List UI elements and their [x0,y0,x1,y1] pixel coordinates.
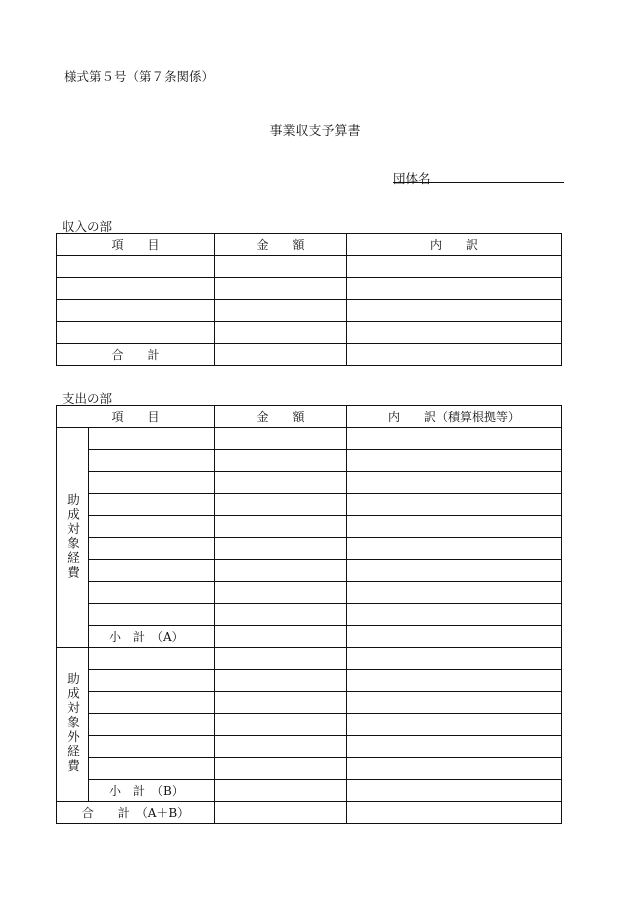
expense-row[interactable] [57,648,562,670]
income-total-row [57,344,562,366]
income-amount-cell[interactable] [215,256,347,278]
expense-row[interactable] [57,450,562,472]
expense-breakdown-cell[interactable] [347,450,562,472]
expense-breakdown-cell[interactable] [347,648,562,670]
expense-row[interactable] [57,428,562,450]
income-row[interactable] [57,256,562,278]
expense-amount-cell[interactable] [215,450,347,472]
expense-breakdown-cell[interactable] [347,670,562,692]
income-amount-cell[interactable] [215,322,347,344]
expense-breakdown-cell[interactable] [347,560,562,582]
subtotal-b-label: 小 計 （B） [89,780,215,802]
subtotal-b-breakdown-cell[interactable] [347,780,562,802]
subtotal-a-label: 小 計 （A） [89,626,215,648]
expense-header-amount: 金 額 [215,406,347,428]
expense-amount-cell[interactable] [215,560,347,582]
subtotal-a-row [57,626,562,648]
expense-row[interactable] [57,582,562,604]
expense-row[interactable] [57,670,562,692]
expense-item-cell[interactable] [89,582,215,604]
income-item-cell[interactable] [57,256,215,278]
income-header-amount: 金 額 [215,234,347,256]
expense-table [56,405,562,824]
expense-amount-cell[interactable] [215,692,347,714]
expense-item-cell[interactable] [89,604,215,626]
grand-total-amount-cell[interactable] [215,802,347,824]
expense-item-cell[interactable] [89,648,215,670]
expense-breakdown-cell[interactable] [347,758,562,780]
expense-row[interactable] [57,516,562,538]
expense-item-cell[interactable] [89,494,215,516]
expense-row[interactable] [57,736,562,758]
income-amount-cell[interactable] [215,300,347,322]
ineligible-expense-group-label [57,648,89,802]
eligible-expense-group-label [57,428,89,648]
ineligible-expense-group-text: 助成対象外経費 [65,672,81,774]
expense-amount-cell[interactable] [215,758,347,780]
income-header-breakdown: 内 訳 [347,234,562,256]
expense-amount-cell[interactable] [215,648,347,670]
income-row[interactable] [57,322,562,344]
subtotal-a-breakdown-cell[interactable] [347,626,562,648]
income-amount-cell[interactable] [215,278,347,300]
expense-item-cell[interactable] [89,516,215,538]
income-breakdown-cell[interactable] [347,300,562,322]
expense-item-cell[interactable] [89,538,215,560]
expense-item-cell[interactable] [89,714,215,736]
income-total-label: 合 計 [57,344,215,366]
expense-breakdown-cell[interactable] [347,494,562,516]
income-total-breakdown-cell[interactable] [347,344,562,366]
income-header-item: 項 目 [57,234,215,256]
expense-item-cell[interactable] [89,560,215,582]
expense-amount-cell[interactable] [215,472,347,494]
expense-amount-cell[interactable] [215,516,347,538]
subtotal-a-amount-cell[interactable] [215,626,347,648]
expense-amount-cell[interactable] [215,714,347,736]
income-header-row [57,234,562,256]
expense-row[interactable] [57,604,562,626]
grand-total-label: 合 計 （A＋B） [57,802,215,824]
expense-amount-cell[interactable] [215,494,347,516]
organization-label: 団体名 [393,171,431,186]
expense-breakdown-cell[interactable] [347,428,562,450]
grand-total-breakdown-cell[interactable] [347,802,562,824]
expense-row[interactable] [57,472,562,494]
expense-amount-cell[interactable] [215,538,347,560]
income-breakdown-cell[interactable] [347,278,562,300]
organization-name-underline[interactable] [393,182,564,183]
subtotal-b-amount-cell[interactable] [215,780,347,802]
income-item-cell[interactable] [57,278,215,300]
expense-item-cell[interactable] [89,670,215,692]
income-item-cell[interactable] [57,322,215,344]
expense-item-cell[interactable] [89,736,215,758]
expense-section-label: 支出の部 [62,391,113,406]
expense-header-breakdown: 内 訳（積算根拠等） [347,406,562,428]
income-total-amount-cell[interactable] [215,344,347,366]
expense-item-cell[interactable] [89,450,215,472]
grand-total-row [57,802,562,824]
expense-breakdown-cell[interactable] [347,538,562,560]
expense-breakdown-cell[interactable] [347,604,562,626]
subtotal-b-row [57,780,562,802]
eligible-expense-group-text: 助成対象経費 [65,492,81,580]
expense-item-cell[interactable] [89,758,215,780]
expense-amount-cell[interactable] [215,604,347,626]
expense-item-cell[interactable] [89,428,215,450]
document-title: 事業収支予算書 [269,124,361,139]
income-breakdown-cell[interactable] [347,322,562,344]
form-number: 様式第５号（第７条関係） [64,69,215,84]
expense-breakdown-cell[interactable] [347,714,562,736]
income-table [56,233,562,366]
expense-row[interactable] [57,538,562,560]
expense-item-cell[interactable] [89,692,215,714]
income-item-cell[interactable] [57,300,215,322]
expense-header-row [57,406,562,428]
expense-row[interactable] [57,560,562,582]
income-row[interactable] [57,278,562,300]
expense-amount-cell[interactable] [215,582,347,604]
income-row[interactable] [57,300,562,322]
expense-breakdown-cell[interactable] [347,472,562,494]
expense-breakdown-cell[interactable] [347,736,562,758]
expense-breakdown-cell[interactable] [347,582,562,604]
expense-row[interactable] [57,714,562,736]
income-section-label: 収入の部 [62,219,113,234]
expense-row[interactable] [57,758,562,780]
expense-amount-cell[interactable] [215,736,347,758]
expense-row[interactable] [57,692,562,714]
expense-amount-cell[interactable] [215,428,347,450]
expense-breakdown-cell[interactable] [347,516,562,538]
expense-item-cell[interactable] [89,472,215,494]
expense-row[interactable] [57,494,562,516]
expense-breakdown-cell[interactable] [347,692,562,714]
expense-amount-cell[interactable] [215,670,347,692]
income-breakdown-cell[interactable] [347,256,562,278]
expense-header-item: 項 目 [57,406,215,428]
